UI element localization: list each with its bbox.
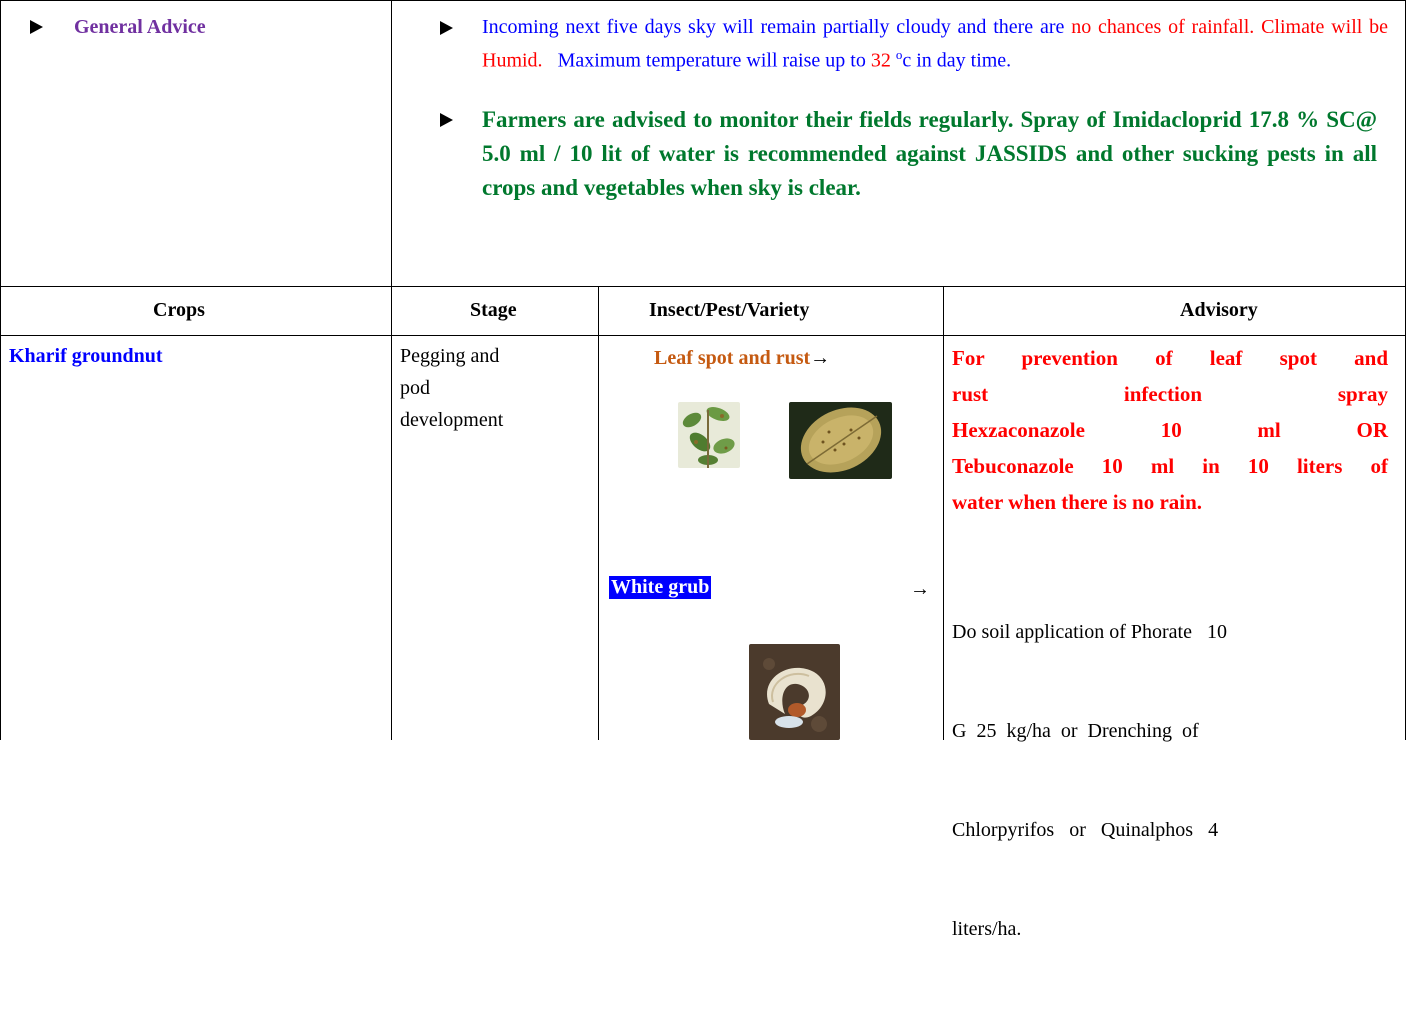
- pest-advice-text: Farmers are advised to monitor their fields regularly. Spray of Imidacloprid 17.8 % SC@ 5.0 ml / 10 lit of water is recommended against JASSIDS and other sucking pests in all crops and vegetables when sky is clear.: [482, 107, 1377, 200]
- header-advisory: Advisory: [1180, 299, 1258, 321]
- pest-leaf-spot-label: Leaf spot and rust→: [654, 347, 831, 369]
- temperature-value: 32: [870, 49, 891, 72]
- arrow-bullet-icon: [30, 20, 43, 34]
- advisory-soil-application: Do soil application of Phorate 10 G 25 kg/ha or Drenching of Chlorpyrifos or Quinalphos 4 liters/ha.: [952, 621, 1227, 940]
- right-arrow-icon: →: [810, 347, 831, 369]
- weather-text-a: Incoming next five days sky will remain partially cloudy and there are: [482, 16, 1065, 38]
- column-divider-2: [598, 286, 599, 740]
- row-divider-2: [0, 335, 1406, 336]
- header-pest: Insect/Pest/Variety: [649, 299, 810, 321]
- table-border-top: [0, 0, 1406, 1]
- crop-name: Kharif groundnut: [9, 345, 163, 367]
- pest-white-grub-label: White grub: [611, 576, 710, 598]
- table-border-left: [0, 0, 1, 740]
- degree-mark: o: [895, 47, 903, 62]
- row-divider-1: [0, 286, 1406, 287]
- weather-text-c: c in day time.: [902, 49, 1012, 72]
- leaf-spot-photo: [678, 402, 740, 468]
- rust-leaf-photo: [789, 402, 892, 479]
- arrow-bullet-icon: [440, 21, 453, 35]
- arrow-bullet-icon: [440, 113, 453, 127]
- advice-item-pest: [440, 103, 1388, 205]
- white-grub-photo: [749, 644, 840, 740]
- right-arrow-icon: →: [910, 578, 930, 600]
- column-divider-3: [943, 286, 944, 740]
- general-advice-label: General Advice: [30, 16, 206, 39]
- header-crops: Crops: [153, 299, 205, 321]
- advisory-fungicide: For prevention of leaf spot and rust infection spray Hexzaconazole 10 ml OR Tebuconazole 10 ml in 10 liters of water when there is no rain.: [952, 346, 1388, 514]
- weather-text-b: Maximum temperature will raise up to: [557, 49, 866, 72]
- header-stage: Stage: [470, 299, 517, 321]
- advice-item-weather: [440, 14, 1388, 75]
- crop-stage: Pegging and pod development: [400, 345, 504, 431]
- column-divider-1: [391, 0, 392, 740]
- weather-text-rain: no chances of rainfall. Climate will be Humid.: [482, 16, 1389, 72]
